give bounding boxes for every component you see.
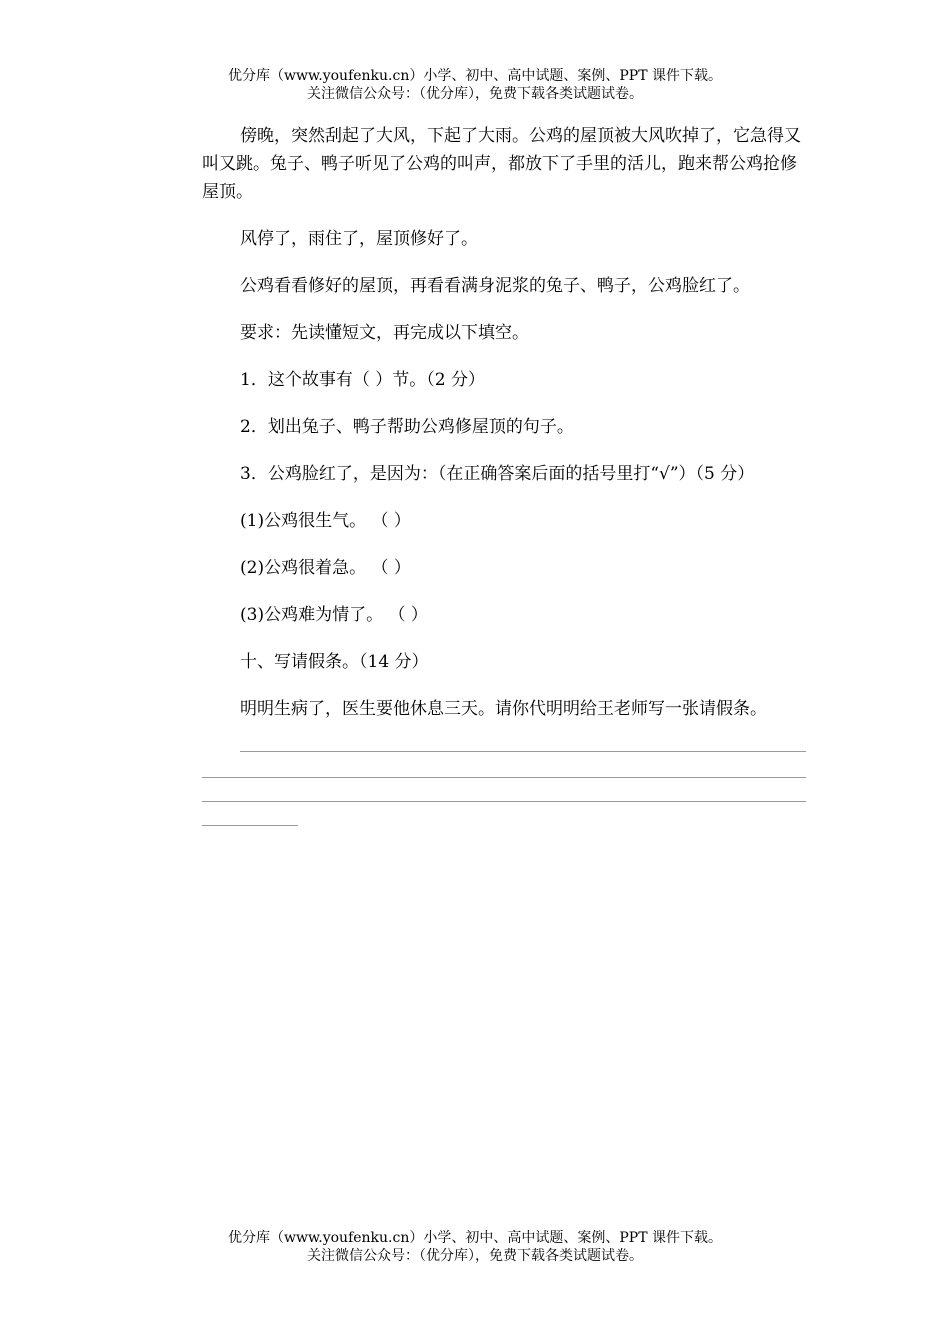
writing-line-1 <box>240 751 806 752</box>
writing-line-2 <box>202 777 806 778</box>
section-10-prompt: 明明生病了，医生要他休息三天。请你代明明给王老师写一张请假条。 <box>240 699 767 719</box>
option-2: (2)公鸡很着急。 （ ） <box>240 558 411 578</box>
header-line-2: 关注微信公众号：（优分库），免费下载各类试题试卷。 <box>307 86 643 102</box>
story-paragraph-1: 傍晚，突然刮起了大风，下起了大雨。公鸡的屋顶被大风吹掉了，它急得又叫又跳。兔子、鸭子听见了公鸡的叫声，都放下了手里的活儿，跑来帮公鸡抢修屋顶。 <box>202 126 801 202</box>
question-1: 1．这个故事有（ ）节。（2 分） <box>240 370 485 390</box>
story-paragraph-2: 风停了，雨住了，屋顶修好了。 <box>240 229 478 249</box>
header-line-1: 优分库（www.youfenku.cn）小学、初中、高中试题、案例、PPT 课件下载。 <box>227 68 722 84</box>
question-3: 3．公鸡脸红了，是因为：（在正确答案后面的括号里打“√”）（5 分） <box>240 464 755 484</box>
document-body <box>202 122 808 841</box>
writing-line-3 <box>202 801 806 802</box>
question-2: 2．划出兔子、鸭子帮助公鸡修屋顶的句子。 <box>240 417 574 437</box>
story-paragraph-3: 公鸡看看修好的屋顶，再看看满身泥浆的兔子、鸭子，公鸡脸红了。 <box>240 276 750 296</box>
section-10-title: 十、写请假条。（14 分） <box>240 652 429 672</box>
option-3: (3)公鸡难为情了。 （ ） <box>240 605 428 625</box>
footer-line-2: 关注微信公众号：（优分库），免费下载各类试题试卷。 <box>307 1248 643 1264</box>
writing-area[interactable] <box>202 751 808 841</box>
requirement-text: 要求：先读懂短文，再完成以下填空。 <box>240 323 529 343</box>
page-footer <box>0 1229 950 1265</box>
writing-line-4 <box>202 825 298 826</box>
footer-line-1: 优分库（www.youfenku.cn）小学、初中、高中试题、案例、PPT 课件下载。 <box>227 1230 722 1246</box>
page-header <box>0 67 950 103</box>
option-1: (1)公鸡很生气。 （ ） <box>240 511 411 531</box>
